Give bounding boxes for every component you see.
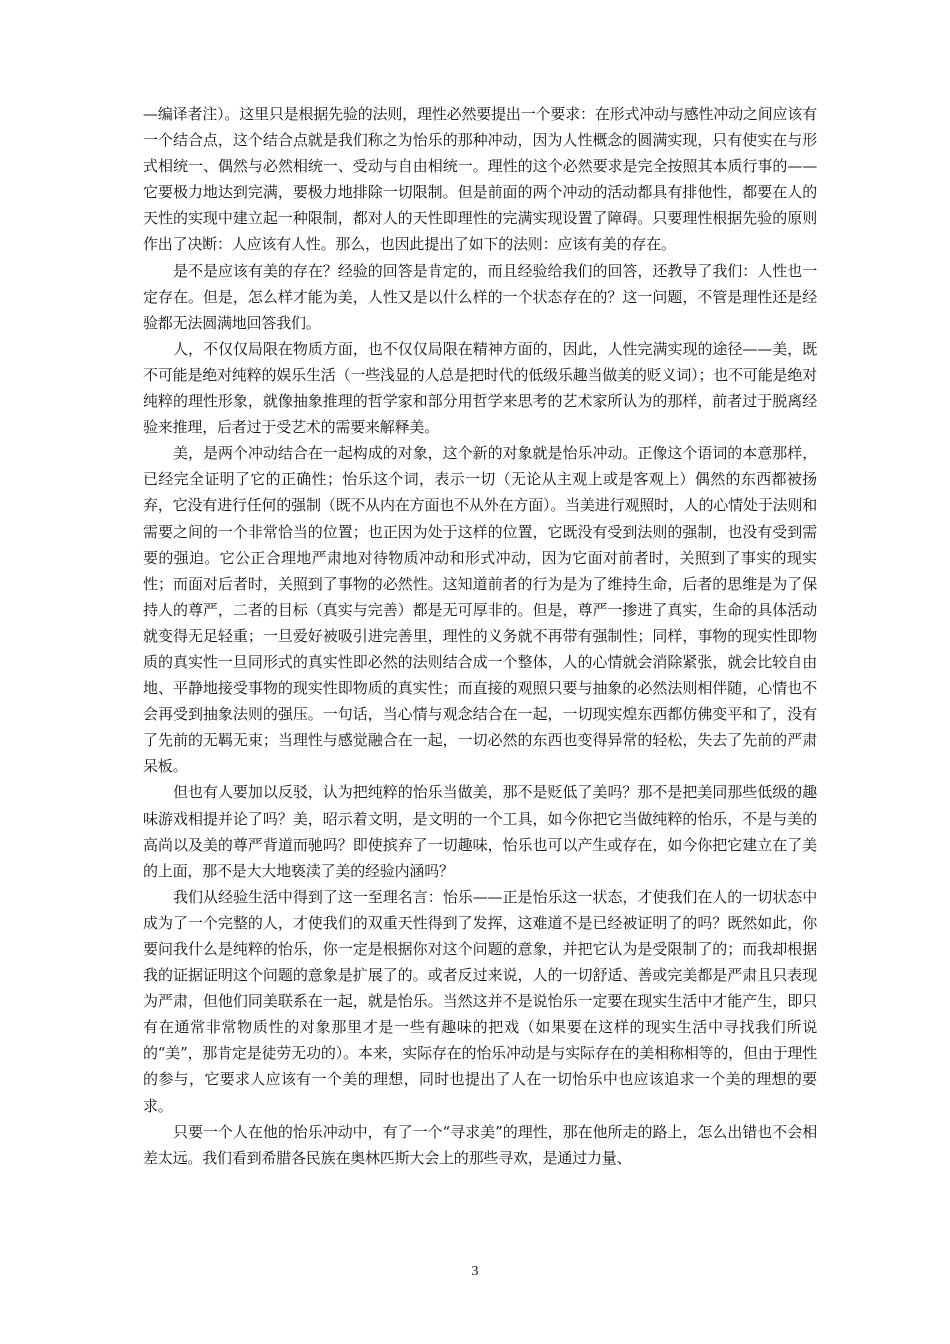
paragraph-4: 美，是两个冲动结合在一起构成的对象，这个新的对象就是怡乐冲动。正像这个语词的本意那样，已经完全证明了它的正确性；怡乐这个词，表示一切（无论从主观上或是客观上）偶然的东西都被扬弃，它没有进行任何的强制（既不从内在方面也不从外在方面）。当美进行观照时，人的心情处于法则和需要之间的一个非常恰当的位置；也正因为处于这样的位置，它既没有受到法则的强制，也没有受到需要的强迫。它公正合理地严肃地对待物质冲动和形式冲动，因为它面对前者时，关照到了事实的现实性；而面对后者时，关照到了事物的必然性。这知道前者的行为是为了维持生命，后者的思维是为了保持人的尊严，二者的目标（真实与完善）都是无可厚非的。但是，尊严一掺进了真实，生命的具体活动就变得无足轻重；一旦爱好被吸引进完善里，理性的义务就不再带有强制性；同样，事物的现实性即物质的真实性一旦同形式的真实性即必然的法则结合成一个整体，人的心情就会消除紧张，就会比较自由地、平静地接受事物的现实性即物质的真实性；而直接的观照只要与抽象的必然法则相伴随，心情也不会再受到抽象法则的强压。一句话，当心情与观念结合在一起，一切现实煌东西都仿佛变平和了，没有了先前的无羁无束；当理性与感觉融合在一起，一切必然的东西也变得异常的轻松，失去了先前的严肃呆板。 — [143, 444, 817, 776]
paragraph-1: —编译者注）。这里只是根据先验的法则，理性必然要提出一个要求：在形式冲动与感性冲动之间应该有一个结合点，这个结合点就是我们称之为怡乐的那种冲动，因为人性概念的圆满实现，只有使实在与形式相统一、偶然与必然相统一、受动与自由相统一。理性的这个必然要求是完全按照其本质行事的——它要极力地达到完满，要极力地排除一切限制。但是前面的两个冲动的活动都具有排他性，都要在人的天性的实现中建立起一种限制，都对人的天性即理性的完满实现设置了障碍。只要理性根据先验的原则作出了决断：人应该有人性。那么，也因此提出了如下的法则：应该有美的存在。 — [143, 105, 817, 254]
paragraph-7: 只要一个人在他的怡乐冲动中，有了一个“寻求美”的理性，那在他所走的路上，怎么出错也不会相差太远。我们看到希腊各民族在奥林匹斯大会上的那些寻欢，是通过力量、 — [143, 1122, 817, 1167]
page-number: 3 — [471, 1264, 479, 1279]
paragraph-3: 人，不仅仅局限在物质方面，也不仅仅局限在精神方面的，因此，人性完满实现的途径——美，既不可能是绝对纯粹的娱乐生活（一些浅显的人总是把时代的低级乐趣当做美的贬义词）；也不可能是绝对纯粹的理性形象，就像抽象推理的哲学家和部分用哲学来思考的艺术家所认为的那样，前者过于脱离经验来推理，后者过于受艺术的需要来解释美。 — [143, 339, 817, 437]
paragraph-2: 是不是应该有美的存在？经验的回答是肯定的，而且经验给我们的回答，还教导了我们：人性也一定存在。但是，怎么样才能为美，人性又是以什么样的一个状态存在的？这一问题，不管是理性还是经验都无法圆满地回答我们。 — [143, 261, 817, 332]
page-body — [143, 101, 817, 1171]
paragraph-5: 但也有人要加以反驳，认为把纯粹的怡乐当做美，那不是贬低了美吗？那不是把美同那些低级的趣味游戏相提并论了吗？美，昭示着文明，是文明的一个工具，如今你把它当做纯粹的怡乐，不是与美的高尚以及美的尊严背道而驰吗？即使摈弃了一切趣味，怡乐也可以产生或存在，如今你把它建立在了美的上面，那不是大大地亵渎了美的经验内涵吗？ — [143, 783, 817, 880]
paragraph-6: 我们从经验生活中得到了这一至理名言：怡乐——正是怡乐这一状态，才使我们在人的一切状态中成为了一个完整的人，才使我们的双重天性得到了发挥，这难道不是已经被证明了的吗？既然如此，你要问我什么是纯粹的怡乐，你一定是根据你对这个问题的意象，并把它认为是受限制了的；而我却根据我的证据证明这个问题的意象是扩展了的。或者反过来说，人的一切舒适、善或完美都是严肃且只表现为严肃，但他们同美联系在一起，就是怡乐。当然这并不是说怡乐一定要在现实生活中才能产生，即只有在通常非常物质性的对象那里才是一些有趣味的把戏（如果要在这样的现实生活中寻找我们所说的“美”，那肯定是徒劳无功的）。本来，实际存在的怡乐冲动是与实际存在的美相称相等的，但由于理性的参与，它要求人应该有一个美的理想，同时也提出了人在一切怡乐中也应该追求一个美的理想的要求。 — [143, 887, 817, 1115]
